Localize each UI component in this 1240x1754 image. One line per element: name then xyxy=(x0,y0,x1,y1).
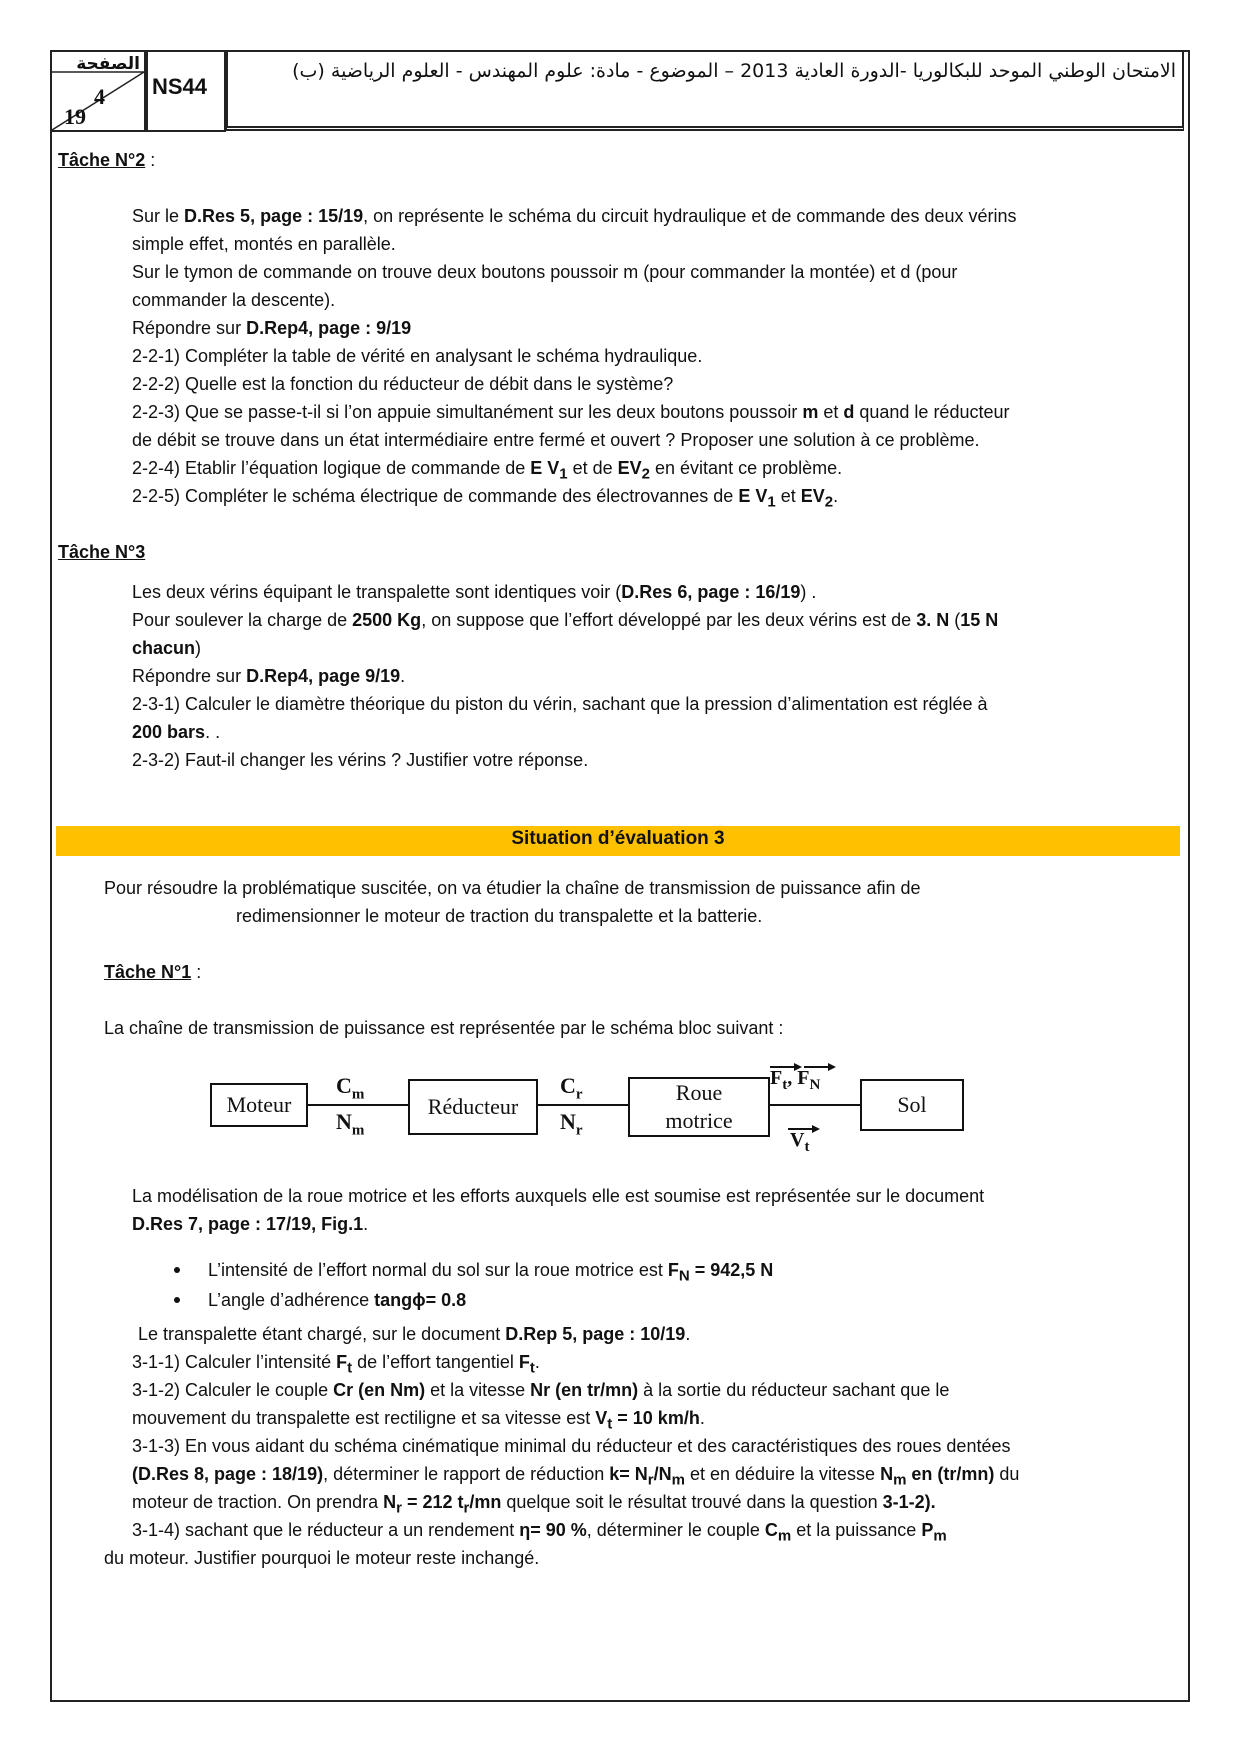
situation-3-bar xyxy=(56,826,1180,856)
block-ground: Sol xyxy=(860,1079,964,1131)
label-nm: $N_m$ xyxy=(336,1109,365,1139)
page-number-box xyxy=(50,50,146,132)
chain-intro: La chaîne de transmission de puissance est représentée par le schéma bloc suivant : xyxy=(104,1018,784,1038)
label-cm: $C_m$ xyxy=(336,1073,365,1103)
question-2-2-3-line2: de débit se trouve dans un état intermédiaire entre fermé et ouvert ? Proposer une solution à ce problème. xyxy=(132,430,980,450)
question-2-2-4: 2-2-4) Etablir l’équation logique de commande de E $V_1$ et de $EV_2$ en évitant ce problème. xyxy=(132,458,843,483)
charged-line: Le transpalette étant chargé, sur le document D.Rep 5, page : 10/19. xyxy=(138,1324,691,1344)
question-3-1-3: 3-1-3) En vous aidant du schéma cinématique minimal du réducteur et des caractéristiques des roues dentées xyxy=(132,1436,1011,1456)
task3-line3: chacun) xyxy=(132,638,202,658)
bullet-dot xyxy=(174,1297,180,1303)
model-line1: La modélisation de la roue motrice et les efforts auxquels elle est soumise est représentée sur le document xyxy=(132,1186,985,1206)
question-3-1-4: 3-1-4) sachant que le réducteur a un rendement η= 90 %, déterminer le couple $C_m$ et la puissance $P_m$ xyxy=(132,1520,947,1545)
block-motor: Moteur xyxy=(210,1083,308,1127)
bullet-dot xyxy=(174,1267,180,1273)
bullet-normal-force: L’intensité de l’effort normal du sol sur la roue motrice est $F_N = 942,5$ N xyxy=(208,1260,774,1285)
task3-line1: Les deux vérins équipant le transpalette sont identiques voir (D.Res 6, page : 16/19) . xyxy=(132,582,817,602)
task2-heading: Tâche N°2 : xyxy=(58,150,156,170)
block-reducer: Réducteur xyxy=(408,1079,538,1135)
block-drive-wheel: Roue motrice xyxy=(628,1077,770,1137)
task2-respond: Répondre sur D.Rep4, page : 9/19 xyxy=(132,318,412,338)
label-vt: $V_t$ xyxy=(790,1129,810,1155)
page-label: الصفحة xyxy=(76,54,140,74)
exam-title: الامتحان الوطني الموحد للبكالوريا -الدورة العادية 2013 – الموضوع - مادة: علوم المهندس - العلوم الرياضية (ب) xyxy=(292,60,1176,82)
exam-code: NS44 xyxy=(152,74,208,99)
label-cr: $C_r$ xyxy=(560,1073,583,1103)
page-total: 19 xyxy=(64,104,86,129)
page-number: 4 xyxy=(94,84,105,109)
question-3-1-1: 3-1-1) Calculer l’intensité $F_t$ de l’effort tangentiel $F_t$. xyxy=(132,1352,540,1377)
task2-para-line1: Sur le D.Res 5, page : 15/19, on représente le schéma du circuit hydraulique et de commande des deux vérins xyxy=(132,206,1017,226)
question-2-3-2: 2-3-2) Faut-il changer les vérins ? Justifier votre réponse. xyxy=(132,750,589,770)
bullet-adhesion-angle: L’angle d’adhérence tangϕ= 0.8 xyxy=(208,1290,467,1310)
question-2-2-2: 2-2-2) Quelle est la fonction du réducteur de débit dans le système? xyxy=(132,374,674,394)
situation-3-title: Situation d’évaluation 3 xyxy=(511,828,725,849)
task3-respond: Répondre sur D.Rep4, page 9/19. xyxy=(132,666,406,686)
question-2-2-1: 2-2-1) Compléter la table de vérité en analysant le schéma hydraulique. xyxy=(132,346,703,366)
situation-intro-line1: Pour résoudre la problématique suscitée, on va étudier la chaîne de transmission de puissance afin de xyxy=(104,878,921,898)
label-nr: $N_r$ xyxy=(560,1109,583,1139)
exam-title-box xyxy=(226,50,1184,131)
question-2-2-5: 2-2-5) Compléter le schéma électrique de commande des électrovannes de E $V_1$ et $EV_2$. xyxy=(132,486,839,511)
task2-para-line3: Sur le tymon de commande on trouve deux boutons poussoir m (pour commander la montée) et d (pour xyxy=(132,262,958,282)
exam-code-box xyxy=(146,50,226,132)
question-3-1-3-line3: moteur de traction. On prendra $N_r = 212$ $t_r/mn$ quelque soit le résultat trouvé dans la question 3-1-2). xyxy=(132,1492,936,1517)
question-3-1-2: 3-1-2) Calculer le couple Cr (en Nm) et la vitesse Nr (en tr/mn) à la sortie du réducteur sachant que le xyxy=(132,1380,950,1400)
question-2-2-3: 2-2-3) Que se passe-t-il si l’on appuie simultanément sur les deux boutons poussoir m et d quand le réducteur xyxy=(132,402,1010,422)
model-line2: D.Res 7, page : 17/19, Fig.1. xyxy=(132,1214,369,1234)
task1-heading: Tâche N°1 : xyxy=(104,962,202,982)
label-ft-fn: $F_t$, $F_N$ xyxy=(770,1067,821,1093)
question-2-3-1: 2-3-1) Calculer le diamètre théorique du piston du vérin, sachant que la pression d’alimentation est réglée à xyxy=(132,694,988,714)
question-3-1-2-line2: mouvement du transpalette est rectiligne et sa vitesse est $V_t = 10$ km/h. xyxy=(132,1408,705,1433)
question-3-1-4-line2: du moteur. Justifier pourquoi le moteur reste inchangé. xyxy=(104,1548,540,1568)
question-3-1-3-line2: (D.Res 8, page : 18/19), déterminer le rapport de réduction $k= N_r/N_m$ et en déduire la vitesse $N_m$ en (tr/mn) du xyxy=(132,1464,1020,1489)
question-2-3-1-line2: 200 bars. . xyxy=(132,722,221,742)
task3-line2: Pour soulever la charge de 2500 Kg, on suppose que l’effort développé par les deux vérins est de 3. N (15 N xyxy=(132,610,999,630)
task2-para-line2: simple effet, montés en parallèle. xyxy=(132,234,396,254)
task3-heading: Tâche N°3 xyxy=(58,542,146,562)
task2-para-line4: commander la descente). xyxy=(132,290,336,310)
situation-intro-line2: redimensionner le moteur de traction du transpalette et la batterie. xyxy=(236,906,763,926)
